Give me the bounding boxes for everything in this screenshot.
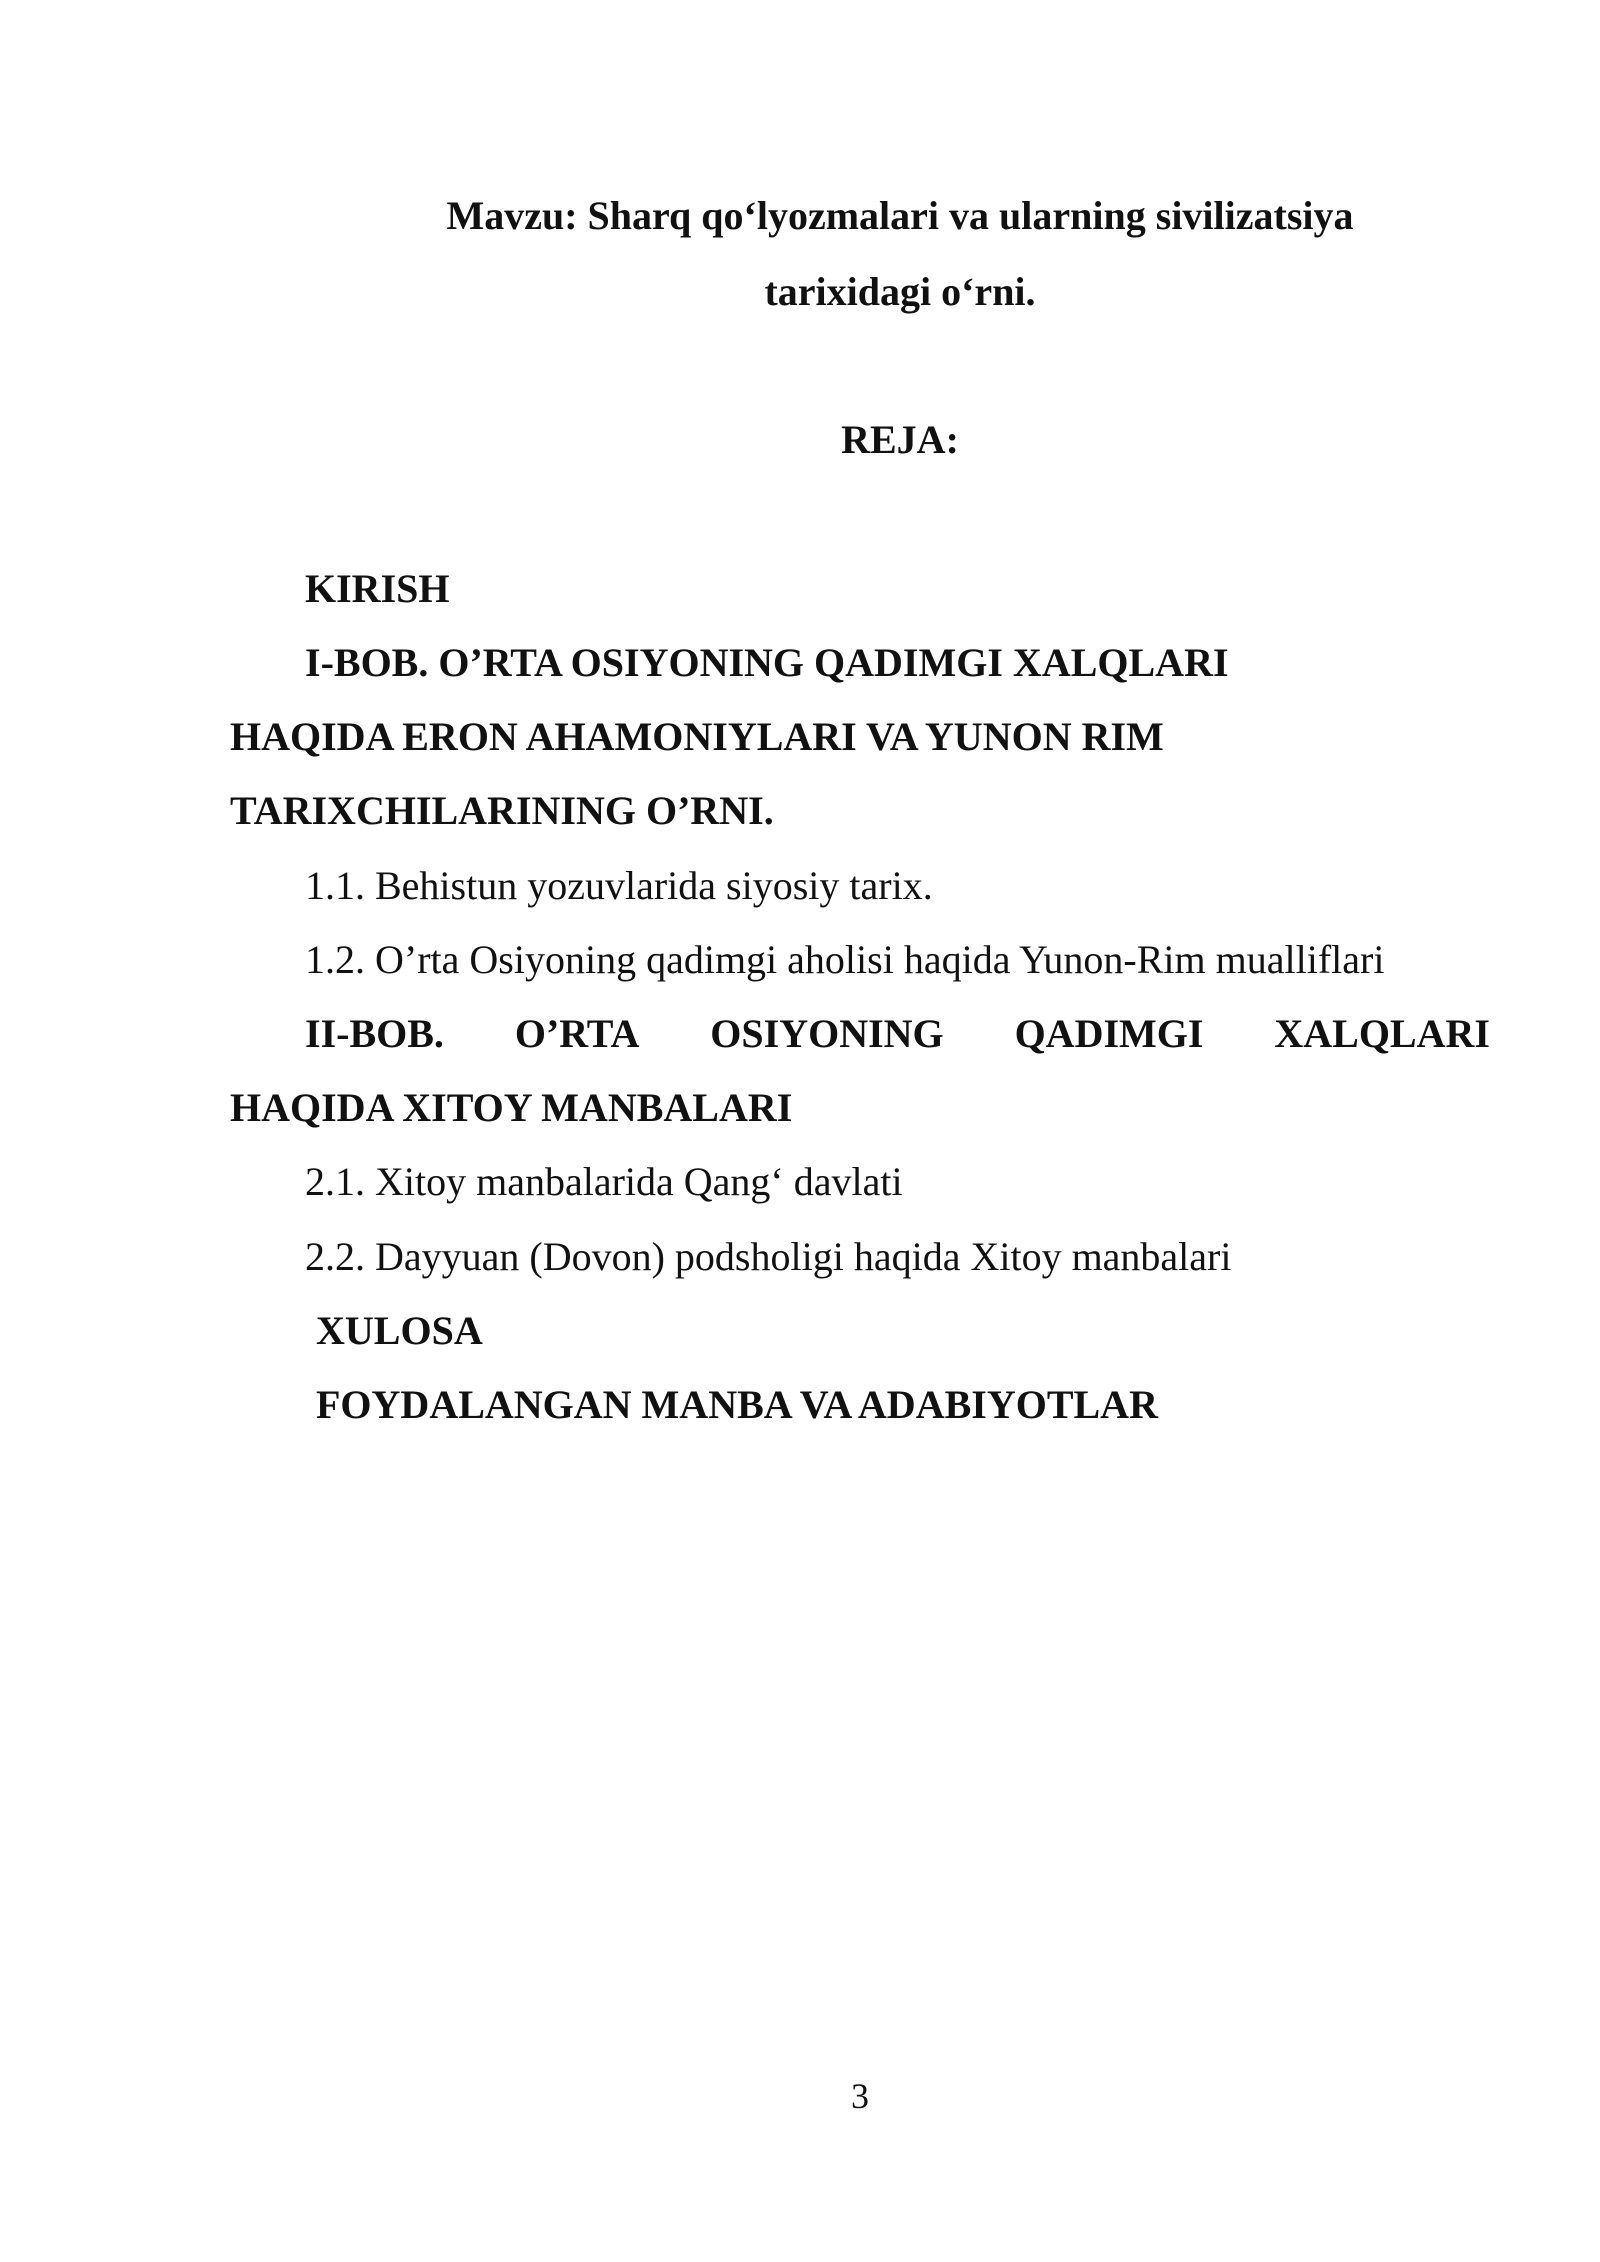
toc-section-2-1: 2.1. Xitoy manbalarida Qang‘ davlati bbox=[305, 1159, 903, 1204]
toc-references: FOYDALANGAN MANBA VA ADABIYOTLAR bbox=[316, 1382, 1158, 1427]
toc-chapter-2-line-1 bbox=[305, 1011, 1490, 1056]
toc-chapter-2-word: XALQLARI bbox=[1274, 1011, 1490, 1056]
toc-chapter-2-word: QADIMGI bbox=[1014, 1011, 1204, 1056]
toc-chapter-2-word: OSIYONING bbox=[710, 1011, 944, 1056]
toc-section-1-1: 1.1. Behistun yozuvlarida siyosiy tarix. bbox=[305, 863, 933, 908]
toc-conclusion: XULOSA bbox=[316, 1308, 483, 1353]
page-number: 3 bbox=[851, 2076, 869, 2116]
topic-title-line-1: Mavzu: Sharq qo‘lyozmalari va ularning sivilizatsiya bbox=[446, 193, 1354, 238]
toc-section-2-2: 2.2. Dayyuan (Dovon) podsholigi haqida Xitoy manbalari bbox=[305, 1234, 1232, 1279]
toc-chapter-2-word: II-BOB. bbox=[305, 1011, 444, 1056]
toc-chapter-1-line-1: I-BOB. O’RTA OSIYONING QADIMGI XALQLARI bbox=[305, 640, 1229, 685]
toc-chapter-1-line-2: HAQIDA ERON AHAMONIYLARI VA YUNON RIM bbox=[230, 714, 1164, 759]
plan-heading: REJA: bbox=[841, 417, 959, 462]
toc-section-1-2: 1.2. O’rta Osiyoning qadimgi aholisi haqida Yunon-Rim mualliflari bbox=[305, 937, 1385, 982]
toc-chapter-1-line-3: TARIXCHILARINING O’RNI. bbox=[230, 788, 774, 833]
toc-intro: KIRISH bbox=[305, 566, 450, 611]
toc-chapter-2-line-2: HAQIDA XITOY MANBALARI bbox=[230, 1085, 793, 1130]
topic-title-line-2: tarixidagi o‘rni. bbox=[764, 269, 1036, 314]
toc-chapter-2-word: O’RTA bbox=[514, 1011, 640, 1056]
